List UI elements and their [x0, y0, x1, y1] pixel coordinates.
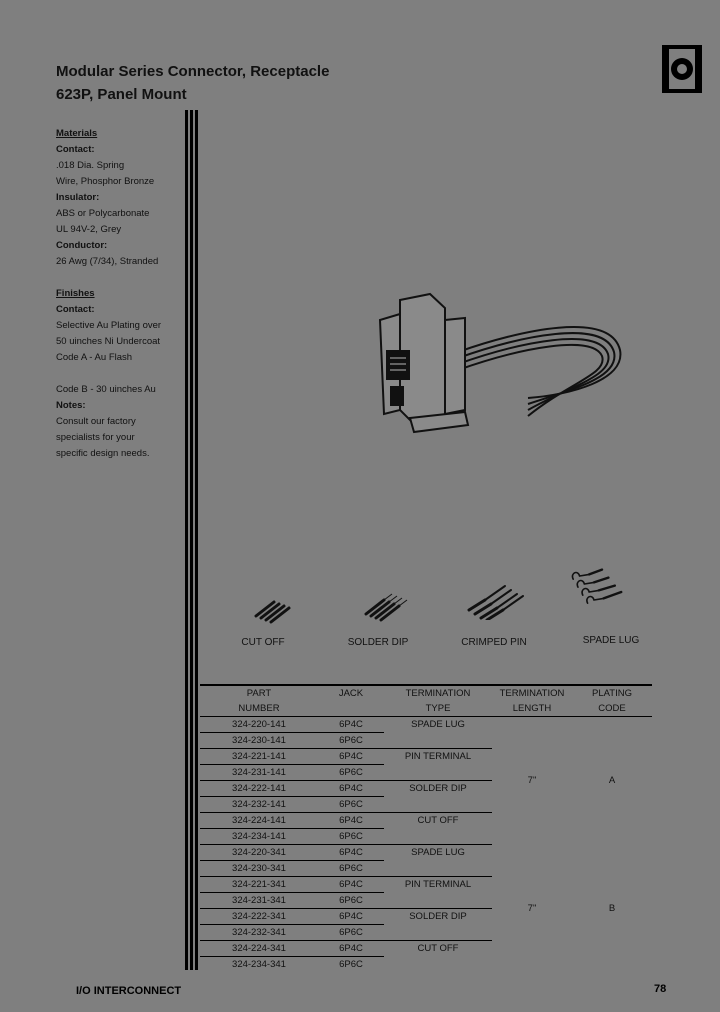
jack: 6P6C [318, 733, 384, 749]
termination-length: 7" [527, 775, 537, 787]
part-number: 324-220-341 [200, 845, 318, 861]
termination-type: SPADE LUG [411, 847, 465, 859]
conductor-text: 26 Awg (7/34), Stranded [56, 256, 159, 267]
part-number: 324-224-141 [200, 813, 318, 829]
jack: 6P4C [318, 877, 384, 893]
footer-section-label: I/O INTERCONNECT [76, 985, 182, 997]
table-row [200, 845, 652, 861]
cut-off-label: CUT OFF [241, 637, 285, 648]
termination-type [384, 957, 492, 973]
termination-type: SOLDER DIP [409, 911, 467, 923]
company-logo-icon [662, 45, 702, 93]
part-number: 324-224-341 [200, 941, 318, 957]
part-number: 324-222-141 [200, 781, 318, 797]
header-length: LENGTH [512, 703, 552, 714]
jack: 6P4C [318, 781, 384, 797]
finish-text: 50 uinches Ni Undercoat [56, 336, 161, 347]
termination-type [384, 829, 492, 845]
jack: 6P4C [318, 909, 384, 925]
jack: 6P4C [318, 749, 384, 765]
contact-text: Wire, Phosphor Bronze [56, 176, 155, 187]
notes-label: Notes: [56, 400, 86, 411]
header-code: CODE [598, 703, 626, 714]
part-number: 324-232-341 [200, 925, 318, 941]
finish-contact-label: Contact: [56, 304, 95, 315]
materials-heading: Materials [56, 128, 98, 139]
spade-lug-termination-icon [562, 568, 642, 608]
jack: 6P6C [318, 797, 384, 813]
termination-type [384, 893, 492, 909]
insulator-label: Insulator: [56, 192, 100, 203]
jack: 6P4C [318, 845, 384, 861]
conductor-label: Conductor: [56, 240, 108, 251]
jack: 6P6C [318, 925, 384, 941]
insulator-text: ABS or Polycarbonate [56, 208, 150, 219]
termination-type [384, 797, 492, 813]
vertical-rule-2 [190, 110, 193, 970]
termination-type: CUT OFF [417, 943, 459, 955]
jack: 6P4C [318, 813, 384, 829]
header-part: PART [246, 688, 272, 699]
header-termination-length: TERMINATION [499, 688, 565, 699]
solder-dip-termination-icon [344, 588, 424, 628]
crimped-pin-termination-icon [455, 580, 535, 620]
termination-type: SPADE LUG [411, 719, 465, 731]
jack: 6P6C [318, 765, 384, 781]
finish-text: Code A - Au Flash [56, 352, 133, 363]
notes-text: specialists for your [56, 432, 135, 443]
finish-text: Code B - 30 uinches Au [56, 384, 156, 395]
part-number: 324-221-141 [200, 749, 318, 765]
termination-type: CUT OFF [417, 815, 459, 827]
termination-type [384, 733, 492, 749]
cut-off-termination-icon [230, 590, 310, 630]
vertical-rule-3 [195, 110, 198, 970]
termination-type [384, 925, 492, 941]
spade-lug-label: SPADE LUG [582, 635, 640, 646]
termination-type: PIN TERMINAL [404, 879, 472, 891]
insulator-text: UL 94V-2, Grey [56, 224, 122, 235]
jack: 6P6C [339, 959, 363, 970]
page-title: Modular Series Connector, Receptacle [56, 63, 330, 80]
part-number: 324-220-141 [200, 717, 318, 733]
contact-text: .018 Dia. Spring [56, 160, 125, 171]
termination-length: 7" [527, 902, 537, 914]
header-jack: JACK [338, 688, 364, 699]
notes-text: Consult our factory [56, 416, 136, 427]
part-number: 324-230-141 [200, 733, 318, 749]
plating-code: B [608, 902, 616, 914]
table-row [200, 717, 652, 733]
notes-text: specific design needs. [56, 448, 150, 459]
finish-text: Selective Au Plating over [56, 320, 162, 331]
part-number: 324-222-341 [200, 909, 318, 925]
header-type: TYPE [425, 703, 451, 714]
header-plating: PLATING [592, 688, 632, 699]
contact-label: Contact: [56, 144, 95, 155]
jack: 6P6C [318, 829, 384, 845]
page-subtitle: 623P, Panel Mount [56, 86, 187, 103]
termination-type [384, 765, 492, 781]
solder-dip-label: SOLDER DIP [347, 637, 409, 648]
termination-type: SOLDER DIP [409, 783, 467, 795]
part-number: 324-231-141 [200, 765, 318, 781]
termination-type: PIN TERMINAL [404, 751, 472, 763]
finishes-heading: Finishes [56, 288, 95, 299]
part-number: 324-230-341 [200, 861, 318, 877]
plating-code: A [608, 775, 616, 787]
termination-type [384, 861, 492, 877]
jack: 6P4C [318, 717, 384, 733]
specifications-sidebar [56, 126, 181, 462]
part-number: 324-234-341 [232, 959, 286, 970]
crimped-pin-label: CRIMPED PIN [461, 637, 527, 648]
part-number: 324-232-141 [200, 797, 318, 813]
jack: 6P4C [318, 941, 384, 957]
header-number: NUMBER [238, 703, 280, 714]
part-number: 324-234-141 [200, 829, 318, 845]
connector-illustration [370, 290, 640, 450]
part-number: 324-231-341 [200, 893, 318, 909]
part-number: 324-221-341 [200, 877, 318, 893]
jack: 6P6C [318, 861, 384, 877]
vertical-rule-1 [185, 110, 188, 970]
page-number: 78 [654, 983, 667, 995]
parts-table [200, 684, 652, 972]
jack: 6P6C [318, 893, 384, 909]
header-termination: TERMINATION [405, 688, 471, 699]
header-jack-2 [318, 701, 384, 717]
